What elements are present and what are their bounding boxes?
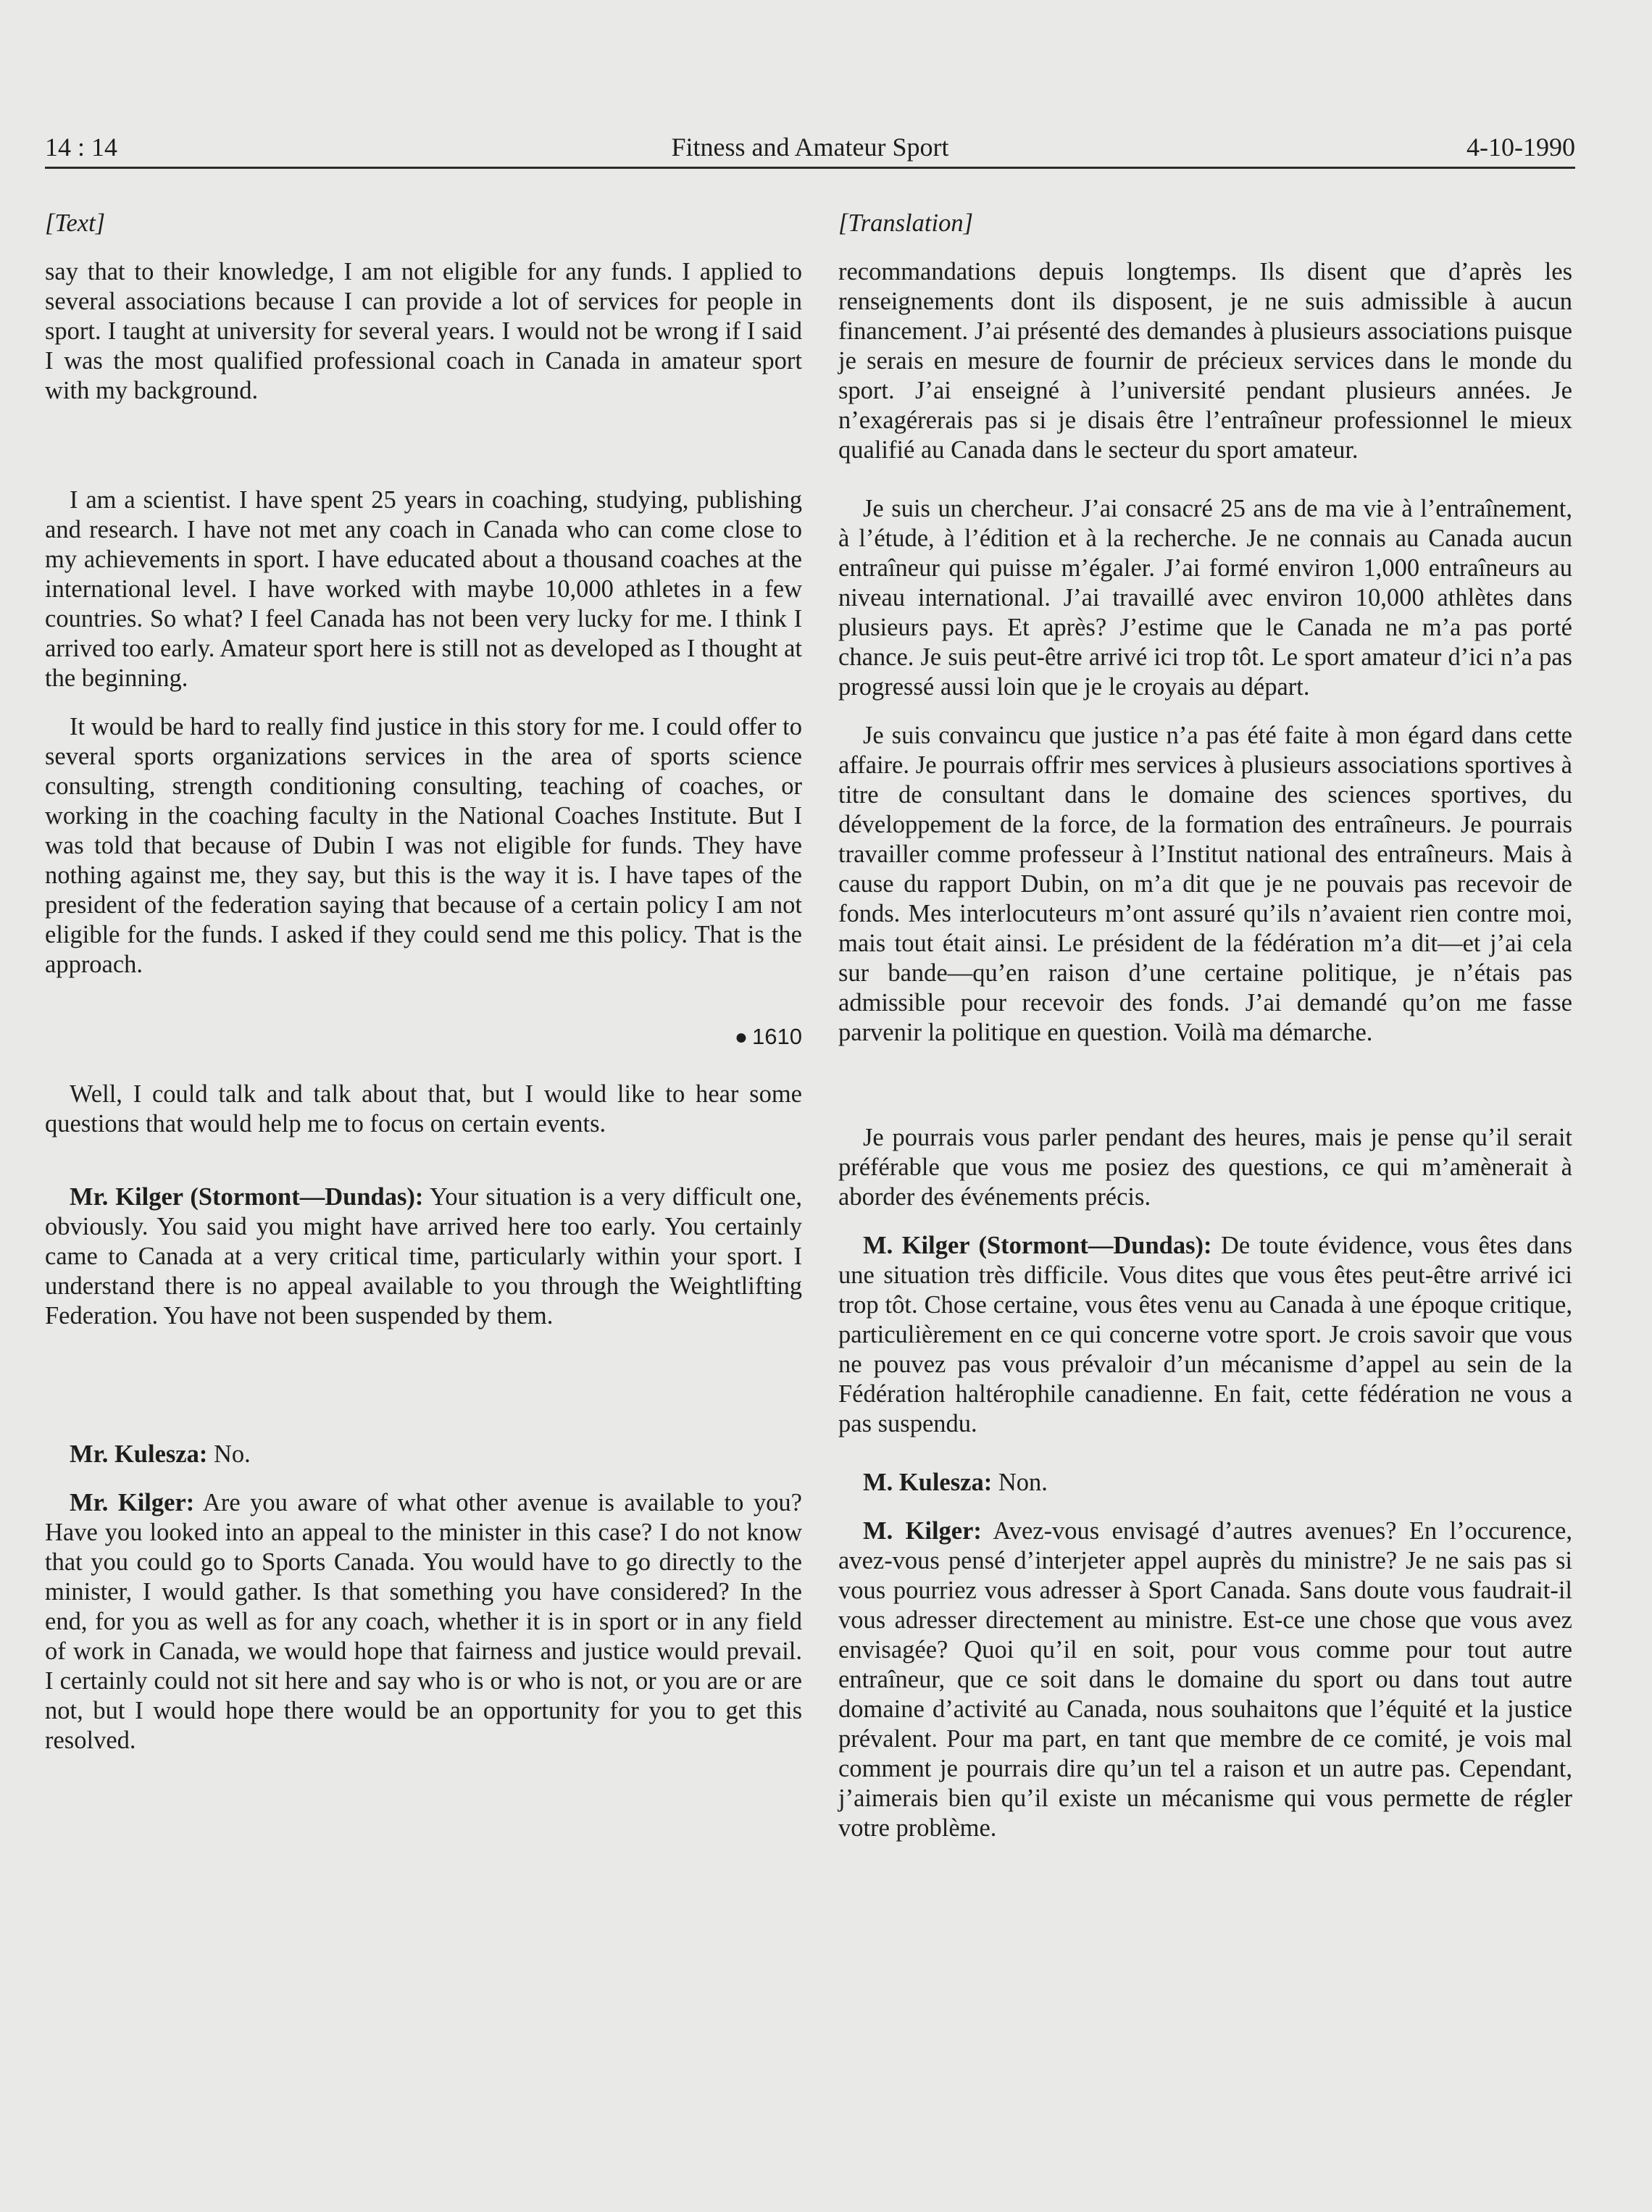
page-header [45,129,1575,167]
column-label: [Text] [45,209,106,237]
paragraph: It would be hard to really find justice in this story for me. I could offer to several sports organizations services in the area of sports science consulting, strength conditioning consulting, teaching of coaches, or working in the coaching faculty in the National Coaches Institute. But I was told that because of Dubin I was not eligible for funds. They have nothing against me, they say, but this is the way it is. I have tapes of the president of the federation saying that because of a certain policy I am not eligible for the funds. I asked if they could send me this policy. That is the approach. [45,713,802,978]
time-marker [45,1022,802,1052]
paragraph: I am a scientist. I have spent 25 years in coaching, studying, publishing and research. I have not met any coach in Canada who can come close to my achievements in sport. I have educated about a thousand coaches at the international level. I have worked with maybe 10,000 athletes in a few countries. So what? I feel Canada has not been very lucky for me. I think I arrived too early. Amateur sport here is still not as developed as I thought at the beginning. [45,486,802,692]
speech-paragraph [45,1182,802,1331]
speaker-name: Mr. Kilger: [70,1489,195,1516]
english-column [45,209,802,1756]
speaker-name: M. Kilger (Stormont—Dundas): [863,1232,1212,1259]
time-marker-value: 1610 [752,1024,802,1049]
paragraph: Je suis un chercheur. J’ai consacré 25 ans de ma vie à l’entraînement, à l’étude, à l’édition et à la recherche. Je ne connais au Canada aucun entraîneur qui puisse m’égaler. J’ai formé environ 1,000 entraîneurs au niveau international. J’ai travaillé avec environ 10,000 athlètes dans plusieurs pays. Et après? J’estime que le Canada ne m’a pas porté chance. Je suis peut-être arrivé ici trop tôt. Le sport amateur d’ici n’a pas progressé aussi loin que je le croyais au départ. [838,495,1572,701]
speaker-name: M. Kilger: [863,1517,982,1545]
speech-text: Avez-vous envisagé d’autres avenues? En l’occurence, avez-vous pensé d’interjeter appel auprès du ministre? Je ne sais pas si vous pourriez vous adresser à Sport Canada. Sans doute vous faudrait-il vous adresser directement au ministre. Est-ce une chose que vous avez envisagée? Quoi qu’il en soit, pour vous comme pour tout autre entraîneur, que ce soit dans le domaine du sport ou dans tout autre domaine d’activité au Canada, nous souhaitons que l’équité et la justice prévalent. Pour ma part, en tant que membre de ce comité, je vois mal comment je pourrais dire qu’un tel a raison et un autre pas. Cependant, j’aimerais bien qu’il existe un mécanisme qui vous permette de régler votre problème. [838,1517,1572,1842]
speech-text: Non. [992,1469,1048,1496]
speaker-name: Mr. Kilger (Stormont—Dundas): [70,1183,424,1211]
paragraph: Well, I could talk and talk about that, but I would like to hear some questions that would help me to focus on certain events. [45,1080,802,1138]
speech-paragraph [45,1440,802,1469]
speech-text: No. [207,1440,251,1468]
bullet-icon: ● [734,1025,748,1049]
page-folio: 14 : 14 [45,133,118,162]
header-rule [45,167,1575,169]
french-column [838,209,1572,1843]
speaker-name: M. Kulesza: [863,1469,993,1496]
paragraph: recommandations depuis longtemps. Ils disent que d’après les renseignements dont ils disposent, je ne suis admissible à aucun financement. J’ai présenté des demandes à plusieurs associations puisque je serais en mesure de fournir de précieux services dans le monde du sport. J’ai enseigné à l’université pendant plusieurs années. Je n’exagérerais pas si je disais être l’entraîneur professionnel le mieux qualifié au Canada dans le secteur du sport amateur. [838,258,1572,464]
speech-text: Your situation is a very difficult one, obviously. You said you might have arrived here too early. You certainly came to Canada at a very critical time, particularly within your sport. I understand there is no appeal available to you through the Weightlifting Federation. You have not been suspended by them. [45,1183,802,1330]
speech-paragraph [45,1488,802,1756]
speech-text: Are you aware of what other avenue is available to you? Have you looked into an appeal to the minister in this case? I do not know that you could go to Sports Canada. You would have to go directly to the minister, I would gather. Is that something you have considered? In the end, for you as well as for any coach, whether it is in sport or in any field of work in Canada, we would hope that fairness and justice would prevail. I certainly could not sit here and say who is or who is not, or you are or are not, but I would hope there would be an opportunity for you to get this resolved. [45,1489,802,1754]
speaker-name: Mr. Kulesza: [70,1440,208,1468]
paragraph: say that to their knowledge, I am not eligible for any funds. I applied to several associations because I can provide a lot of services for people in sport. I taught at university for several years. I would not be wrong if I said I was the most qualified professional coach in Canada in amateur sport with my background. [45,258,802,404]
speech-text: De toute évidence, vous êtes dans une situation très difficile. Vous dites que vous êtes peut-être arrivé ici trop tôt. Chose certaine, vous êtes venu au Canada à une époque critique, particulièrement en ce qui concerne votre sport. Je crois savoir que vous ne pouvez pas vous prévaloir d’un mécanisme d’appel au sein de la Fédération haltérophile canadienne. En fait, cette fédération ne vous a pas suspendu. [838,1232,1572,1437]
speech-paragraph [838,1231,1572,1439]
column-label: [Translation] [838,209,973,237]
paragraph: Je pourrais vous parler pendant des heures, mais je pense qu’il serait préférable que vous me posiez des questions, ce qui m’amènerait à aborder des événements précis. [838,1124,1572,1211]
speech-paragraph [838,1516,1572,1843]
paragraph: Je suis convaincu que justice n’a pas été faite à mon égard dans cette affaire. Je pourrais offrir mes services à plusieurs associations sportives à titre de consultant dans le domaine des sciences sportives, du développement de la force, de la formation des entraîneurs. Je pourrais travailler comme professeur à l’Institut national des entraîneurs. Mais à cause du rapport Dubin, on m’a dit que je ne pouvais pas recevoir de fonds. Mes interlocuteurs m’ont assuré qu’ils n’avaient rien contre moi, mais tout était ainsi. Le président de la fédération m’a dit—et j’ai cela sur bande—qu’en raison d’une certaine politique, je n’étais pas admissible pour recevoir des fonds. J’ai demandé qu’on me fasse parvenir la politique en question. Voilà ma démarche. [838,722,1572,1046]
speech-paragraph [838,1468,1572,1498]
running-title: Fitness and Amateur Sport [671,133,949,162]
header-date: 4-10-1990 [1467,133,1575,162]
